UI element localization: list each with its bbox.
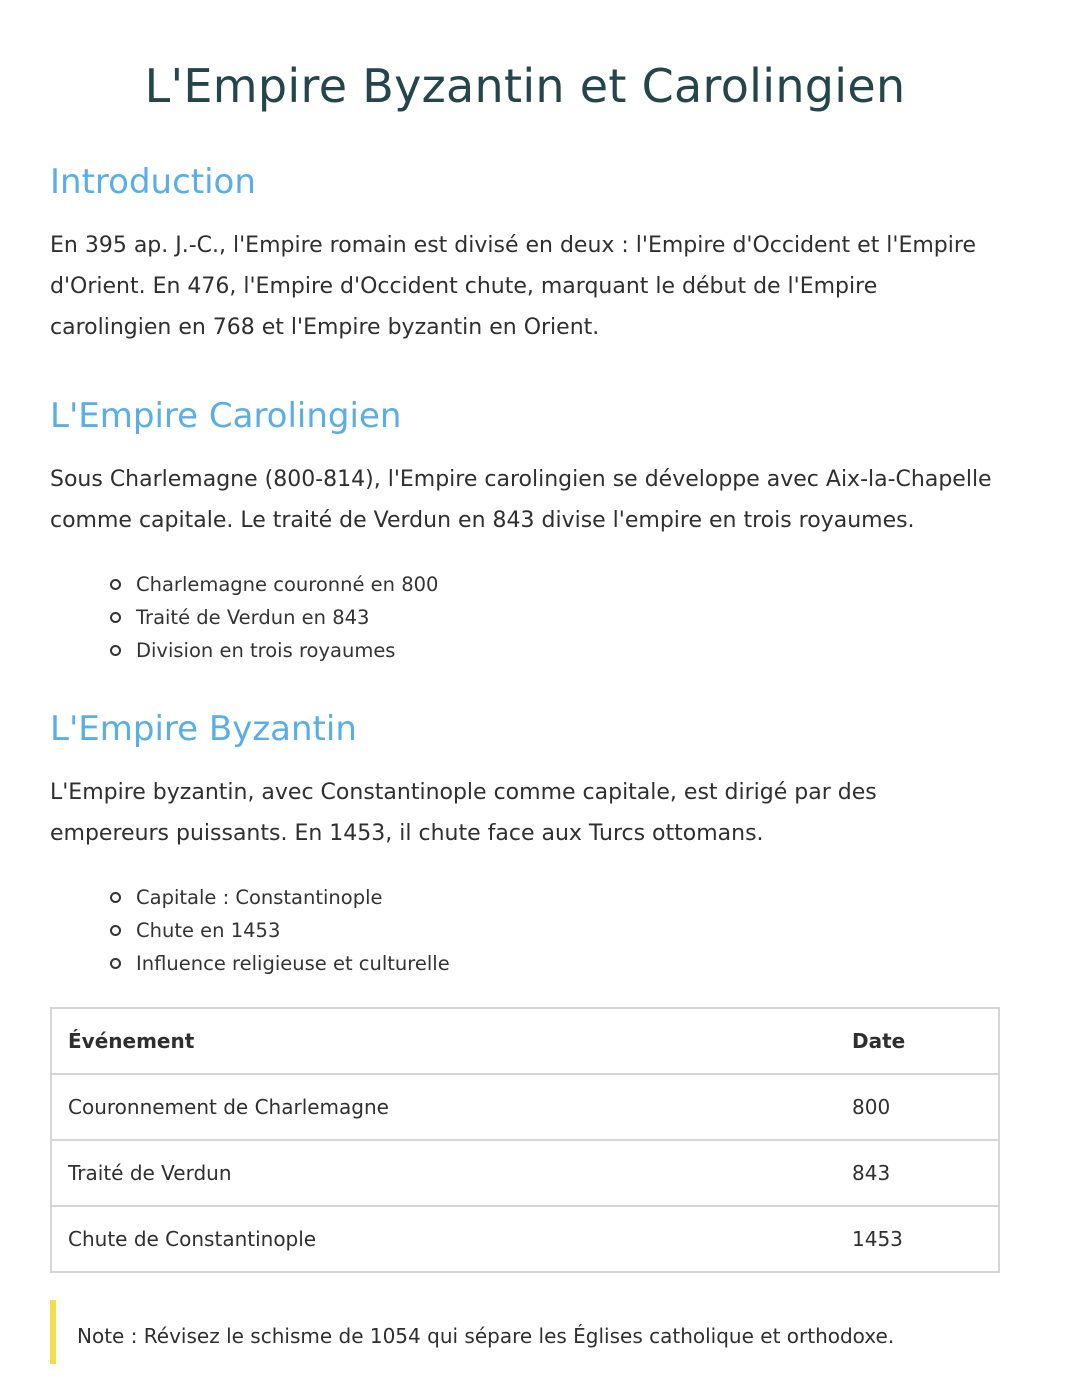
- table-row: [51, 1140, 999, 1206]
- list-item: [110, 634, 1000, 667]
- column-header-date: Date: [836, 1008, 999, 1074]
- circle-bullet-icon: [110, 612, 121, 623]
- date-cell: 1453: [852, 1227, 903, 1251]
- list-item-text: Capitale : Constantinople: [136, 886, 383, 909]
- date-cell: 800: [836, 1074, 999, 1140]
- page-title: L'Empire Byzantin et Carolingien: [144, 59, 906, 113]
- byzantin-bullet-list: [50, 881, 1000, 980]
- document-page: [50, 0, 1000, 1364]
- list-item-text: Traité de Verdun en 843: [136, 606, 370, 629]
- circle-bullet-icon: [110, 579, 121, 590]
- section-heading-introduction: Introduction: [50, 162, 256, 202]
- table-row: [51, 1074, 999, 1140]
- circle-bullet-icon: [110, 645, 121, 656]
- introduction-paragraph: En 395 ap. J.-C., l'Empire romain est divisé en deux : l'Empire d'Occident et l'Empire d'Orient. En 476, l'Empire d'Occident chute, marquant le début de l'Empire carolingien en 768 et l'Empire byzantin en Orient.: [50, 233, 976, 340]
- table-row: [51, 1206, 999, 1272]
- carolingien-paragraph: Sous Charlemagne (800-814), l'Empire carolingien se développe avec Aix-la-Chapelle comme capitale. Le traité de Verdun en 843 divise l'empire en trois royaumes.: [50, 467, 992, 533]
- list-item-text: Division en trois royaumes: [136, 639, 396, 662]
- list-item: [110, 881, 1000, 914]
- byzantin-paragraph: L'Empire byzantin, avec Constantinople comme capitale, est dirigé par des empereurs puissants. En 1453, il chute face aux Turcs ottomans.: [50, 780, 877, 846]
- list-item: [110, 568, 1000, 601]
- list-item-text: Influence religieuse et culturelle: [136, 952, 450, 975]
- section-heading-byzantin: L'Empire Byzantin: [50, 709, 357, 749]
- events-table: [50, 1007, 1000, 1273]
- list-item-text: Charlemagne couronné en 800: [136, 573, 439, 596]
- table-header-row: [51, 1008, 999, 1074]
- event-cell: Traité de Verdun: [51, 1140, 836, 1206]
- column-header-event: Événement: [51, 1008, 836, 1074]
- list-item: [110, 947, 1000, 980]
- section-heading-carolingien: L'Empire Carolingien: [50, 396, 402, 436]
- list-item-text: Chute en 1453: [136, 919, 281, 942]
- circle-bullet-icon: [110, 892, 121, 903]
- date-cell: 843: [836, 1140, 999, 1206]
- list-item: [110, 914, 1000, 947]
- event-cell: Couronnement de Charlemagne: [51, 1074, 836, 1140]
- review-note: Note : Révisez le schisme de 1054 qui sépare les Églises catholique et orthodoxe.: [50, 1300, 1000, 1364]
- circle-bullet-icon: [110, 958, 121, 969]
- circle-bullet-icon: [110, 925, 121, 936]
- event-cell: Chute de Constantinople: [68, 1227, 317, 1251]
- carolingien-bullet-list: [50, 568, 1000, 667]
- list-item: [110, 601, 1000, 634]
